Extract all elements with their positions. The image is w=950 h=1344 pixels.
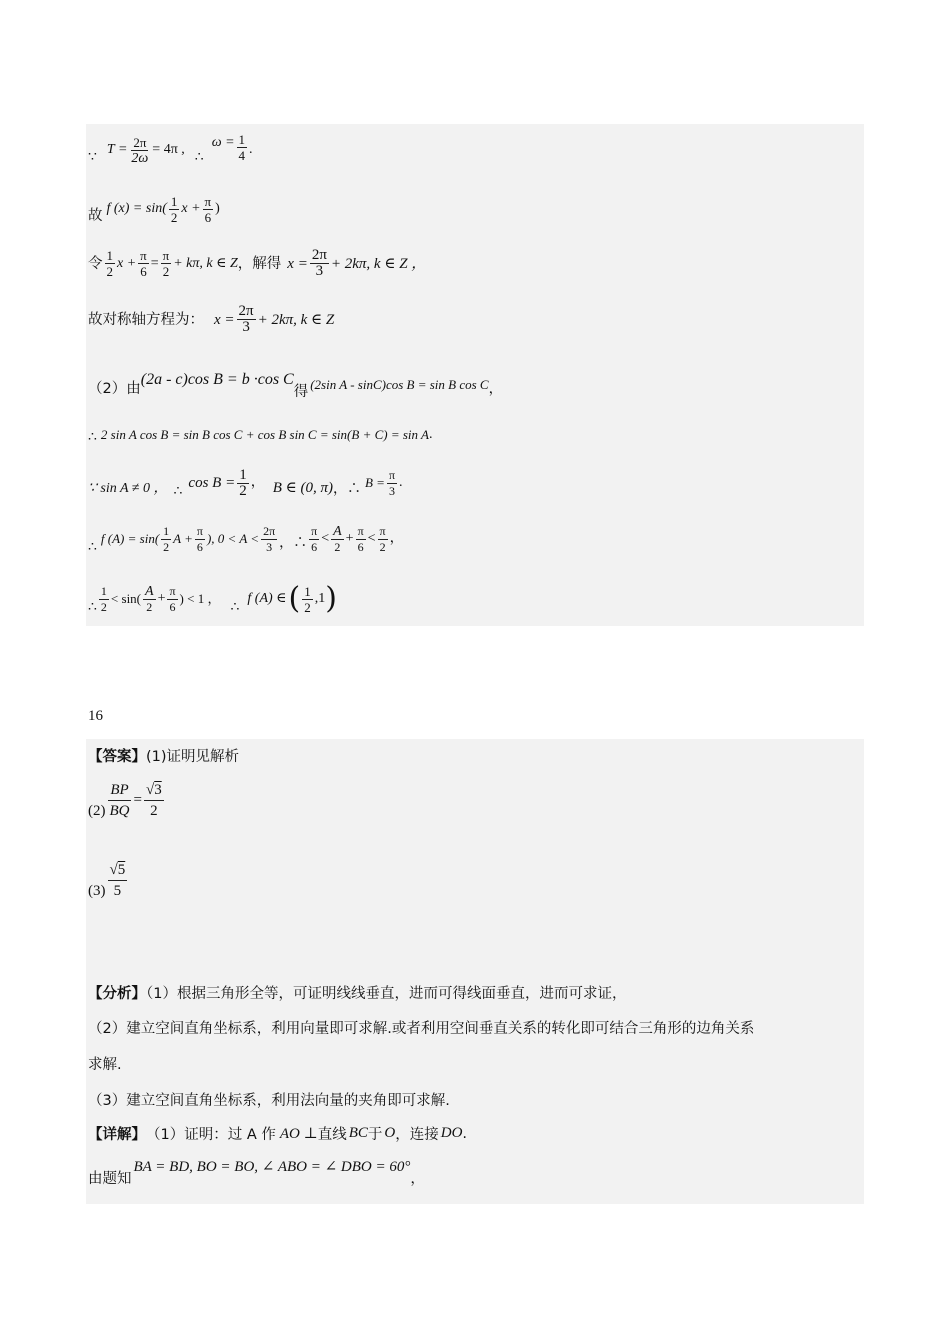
frac-num: 1 [170,193,178,209]
detail-text: 直线 [317,1127,347,1143]
expr-part: + kπ, k ∈ Z [173,255,238,271]
fraction [310,248,329,279]
expr-part: ∵ sin A ≠ 0 ， [88,481,168,496]
frac-num: π [379,523,386,538]
expr-part: ， [488,382,503,397]
detail-math: DO [440,1125,463,1141]
frac-den: 3 [315,263,324,279]
analysis-1: （1）根据三角形全等，可证明线线垂直，进而可得线面垂直，进而可求证， [146,986,627,1002]
answer-1: (1)证明见解析 [146,749,240,765]
fraction [108,780,132,821]
fraction [108,860,128,901]
omega-expr: ω = [211,135,235,150]
fraction [237,132,248,163]
therefore-symbol: ∴ [88,430,97,445]
frac-num: 1 [163,523,170,538]
frac-num: 2π [263,523,276,538]
frac-num: 1 [304,583,311,599]
expr-part: ), 0 < A < [206,531,260,546]
frac-num: π [204,193,212,209]
detail-math: BA = BD, BO = BO, ∠ ABO = ∠ DBO = 60° [133,1159,411,1175]
frac-num: π [140,248,147,263]
detail-text: 于 [367,1127,383,1143]
analysis-label: 【分析】 [88,986,146,1002]
solution-line-4 [88,304,334,335]
frac-den: 2 [304,599,311,615]
expr-text: ，解得 [237,255,282,272]
expr-part: x = [287,255,308,272]
frac-num: π [357,523,364,538]
solution-line-8 [88,520,404,558]
frac-num: 1 [238,131,246,147]
right-paren: ) [325,581,337,616]
frac-num: BP [108,780,130,801]
fraction [161,524,171,555]
answer-line-3 [88,859,129,901]
therefore-symbol: ∴ [88,600,97,615]
detail-text: 由题知 [88,1171,132,1187]
fraction [302,584,313,615]
fraction [356,524,366,555]
frac-den: 6 [311,539,318,554]
expr-part: (2sin A - sinC)cos B = sin B cos C [310,377,489,392]
detail-text: （1）证明：过 A 作 [146,1127,276,1143]
frac-num: 2π [133,134,147,150]
frac-den: 6 [169,599,176,614]
fraction [138,248,149,279]
line-prefix: 故 [88,208,103,224]
expr-part: ，∴ [279,536,308,551]
detail-math: O [384,1125,396,1141]
frac-num: π [169,583,176,598]
frac-den: 6 [196,539,203,554]
detail-label: 【详解】 [88,1127,146,1143]
detail-math: AO ⊥ [279,1126,318,1142]
expr-part: + 2kπ, k ∈ Z ， [330,255,427,272]
expr-part: f (A) = sin( [100,531,160,546]
solution-block [86,124,864,626]
solution-line-9 [88,580,337,618]
therefore-symbol: ∴ [88,540,97,555]
expr-part: < [321,531,330,546]
analysis-line-3: 求解. [88,1057,122,1073]
expr-end: . [429,427,433,442]
solution-line-3 [88,248,426,279]
frac-num: √3 [144,780,164,801]
frac-den: 2 [163,539,170,554]
sqrt-value: 5 [117,861,126,878]
expr-part: A + [173,531,193,546]
frac-den: 2 [162,264,170,279]
expr-part: B = [364,475,385,490]
expr-part: ， [250,475,265,490]
therefore-symbol: ∴ [194,150,204,165]
frac-den: 2 [150,802,158,819]
frac-den: 2ω [131,150,149,166]
fraction [237,468,249,499]
frac-num: 1 [106,248,113,263]
frac-den: BQ [109,802,130,819]
frac-den: 5 [113,882,122,899]
function-expr: f (x) = sin( [106,201,167,216]
function-end: ) [215,201,220,216]
solution-line-5 [88,368,503,402]
frac-num: π [311,523,318,538]
expr-part: + 2kπ, k ∈ Z [257,311,335,328]
line-prefix: 故对称轴方程为： [88,311,204,328]
line-prefix: （2）由 [88,381,141,397]
expr-part: 2 sin A cos B = sin B cos C + cos B sin C = sin(B + C) = sin A [100,427,429,442]
frac-den: 6 [140,264,147,279]
frac-num: 2π [311,247,327,263]
frac-den: 2 [100,599,107,614]
frac-num: √5 [108,860,128,881]
frac-den: 3 [242,319,250,335]
expr-part: B ∈ (0, π) [272,480,333,496]
frac-den: 2 [146,599,153,614]
detail-text: . [462,1125,468,1142]
fraction [309,524,319,555]
period-expr: T = [106,142,128,157]
fraction [237,304,256,335]
expr-part: ) < 1 ， [179,591,221,606]
fraction [99,584,109,615]
expr-part: (2a - c)cos B = b ·cos C [140,371,294,388]
frac-den: 3 [266,539,273,554]
fraction [387,468,397,499]
fraction [167,584,177,615]
solution-line-7 [88,464,403,502]
detail-line-2 [88,1155,425,1188]
fraction [261,524,277,555]
frac-den: 6 [357,539,364,554]
answer-3-prefix: (3) [88,883,106,899]
frac-den: 4 [238,147,246,163]
expr-part: ,1 [314,591,326,606]
frac-num: A [333,523,342,539]
frac-den: 6 [204,209,212,225]
expr-part: f (A) ∈ [247,591,287,606]
period-result: = 4π , [152,142,185,157]
expr-part: < sin( [110,591,142,606]
equals-sign: = [133,792,142,808]
solution-line-2 [88,192,220,226]
solution-line-1 [88,132,253,168]
because-symbol: ∵ [88,150,97,165]
answer-line-2 [88,779,166,821]
fraction [195,524,205,555]
frac-num: 1 [239,466,247,483]
fraction [378,524,388,555]
answer-line-1 [88,745,239,766]
period-end: . [249,142,253,157]
fraction [143,584,156,615]
fraction [129,135,150,166]
left-paren: ( [288,581,301,616]
frac-num: π [162,248,170,263]
answer-2-prefix: (2) [88,803,106,819]
analysis-line-2: （2）建立空间直角坐标系，利用向量即可求解.或者利用空间垂直关系的转化即可结合三角形的边角关系 [88,1021,755,1037]
question-number: 16 [88,708,103,724]
frac-num: A [145,583,154,599]
frac-den: 2 [239,482,247,499]
expr-part: ，∴ [332,482,361,497]
frac-num: π [388,467,395,482]
frac-den: 2 [170,209,178,225]
analysis-line-1 [88,982,626,1003]
expr-part: x + [117,255,137,271]
therefore-symbol: ∴ [173,484,183,499]
detail-line-1 [88,1123,467,1144]
fraction [331,524,344,555]
line-prefix: 令 [88,255,103,272]
expr-part: x = [214,311,235,328]
solution-line-6 [88,422,433,448]
frac-den: 2 [106,264,113,279]
detail-math: BC [348,1125,368,1141]
expr-part: + [157,591,166,606]
expr-end: . [399,475,403,490]
sqrt-value: 3 [154,781,162,798]
expr-part: = [150,255,159,271]
expr-part: + [345,531,354,546]
fraction [105,248,116,279]
expr-part: ， [389,531,404,546]
therefore-symbol: ∴ [230,600,240,615]
expr-part: < [367,531,376,546]
detail-text: ， [410,1171,425,1187]
frac-den: 2 [379,539,386,554]
frac-den: 2 [334,539,341,554]
fraction [169,194,180,225]
frac-num: π [196,523,203,538]
function-mid: x + [181,201,201,216]
frac-num: 1 [100,583,107,598]
frac-num: 2π [238,303,254,319]
analysis-line-4: （3）建立空间直角坐标系，利用法向量的夹角即可求解. [88,1093,450,1109]
frac-den: 3 [388,483,395,498]
expr-text: 得 [293,384,309,400]
fraction [144,780,164,821]
fraction [203,194,214,225]
detail-text: ，连接 [395,1127,439,1143]
answer-label: 【答案】 [88,749,146,765]
expr-part: cos B = [188,475,236,491]
fraction [161,248,172,279]
answer-block [86,739,864,1204]
